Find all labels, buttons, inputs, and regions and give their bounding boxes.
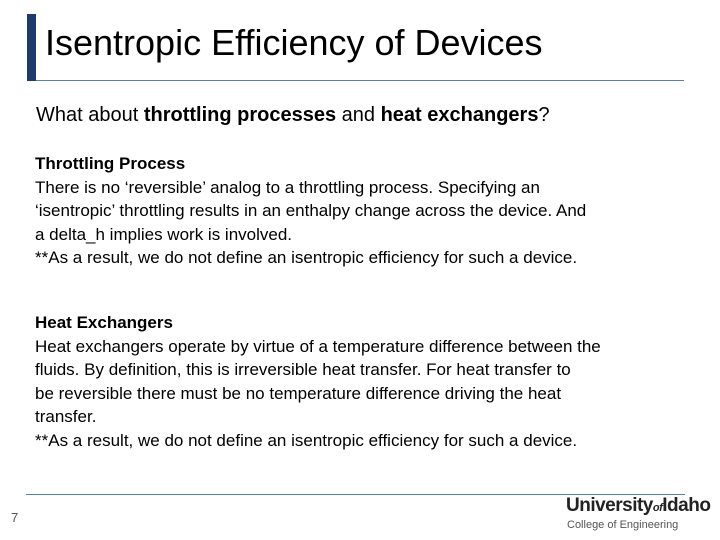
section-line: There is no ‘reversible’ analog to a throttling process. Specifying an — [35, 177, 540, 197]
question-post: ? — [538, 104, 550, 126]
logo-university: University — [566, 495, 653, 516]
question-mid: and — [336, 104, 381, 126]
intro-question — [36, 101, 550, 129]
logo-wordmark — [566, 495, 710, 517]
section-line: **As a result, we do not define an isentropic efficiency for such a device. — [35, 430, 578, 450]
question-throttling: throttling processes — [143, 104, 337, 126]
logo-idaho: Idaho — [662, 495, 711, 516]
university-logo — [566, 495, 716, 535]
title-divider — [36, 80, 684, 81]
logo-of: of — [652, 502, 663, 514]
section-throttling — [35, 152, 705, 270]
section-line: transfer. — [35, 407, 97, 426]
question-heat-exchangers: heat exchangers — [380, 104, 539, 126]
question-pre: What about — [36, 104, 144, 126]
section-line: a delta_h implies work is involved. — [35, 224, 293, 244]
section-heading: Heat Exchangers — [35, 313, 173, 332]
section-line: fluids. By definition, this is irreversible heat transfer. For heat transfer to — [35, 360, 571, 379]
section-line: Heat exchangers operate by virtue of a temperature difference between the — [35, 336, 601, 356]
section-heading: Throttling Process — [35, 154, 186, 173]
section-heat-exchangers — [35, 311, 705, 452]
slide-title: Isentropic Efficiency of Devices — [45, 22, 543, 63]
logo-college: College of Engineering — [567, 519, 679, 531]
title-accent-bar — [27, 14, 36, 81]
section-line: **As a result, we do not define an isentropic efficiency for such a device. — [35, 248, 578, 267]
page-number: 7 — [11, 510, 19, 525]
section-line: ‘isentropic’ throttling results in an enthalpy change across the device. And — [35, 201, 587, 220]
section-line: be reversible there must be no temperature difference driving the heat — [35, 383, 562, 403]
